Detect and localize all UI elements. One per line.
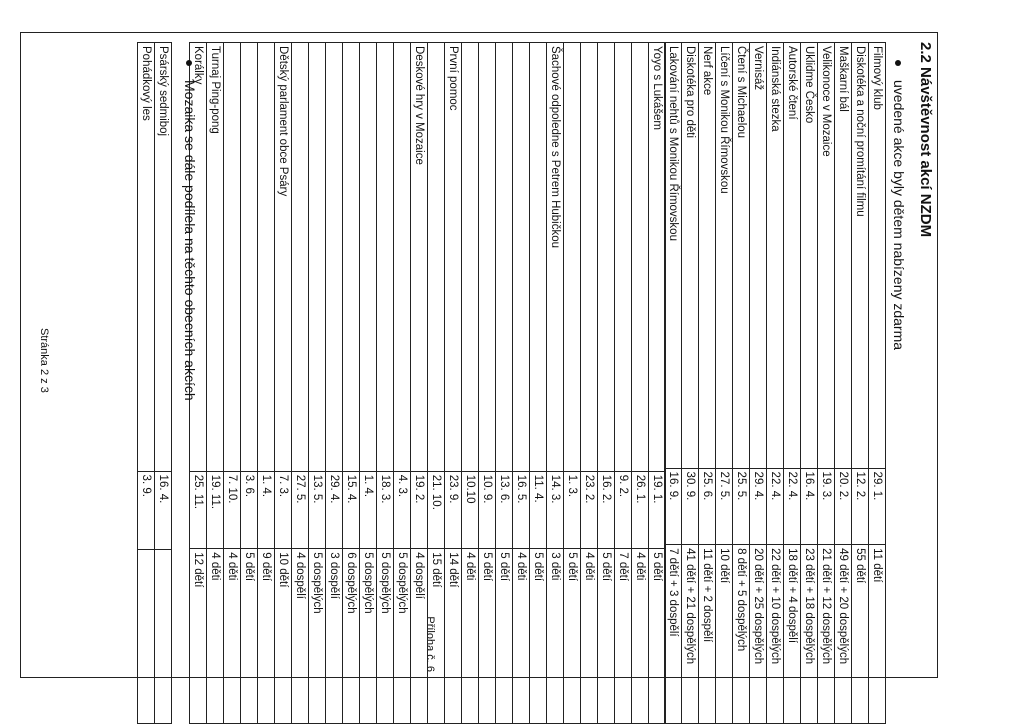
- attendance-cell: 14 dětí: [445, 549, 462, 724]
- event-name-cell: [530, 43, 547, 472]
- event-name-cell: [581, 43, 598, 472]
- event-date-cell: 27. 5.: [292, 471, 309, 549]
- table-row: [309, 43, 326, 724]
- event-name-cell: Líčení s Monikou Římovskou: [716, 43, 733, 469]
- table-row: [513, 43, 530, 724]
- event-date-cell: 18. 3.: [377, 471, 394, 549]
- event-name-cell: Autorské čtení: [784, 43, 801, 469]
- attendance-cell: 4 děti: [224, 549, 241, 724]
- event-date-cell: 23. 9.: [445, 471, 462, 549]
- event-name-cell: [615, 43, 632, 472]
- event-name-cell: Diskotéka pro děti: [682, 43, 699, 469]
- attendance-cell: 5 dětí: [649, 549, 666, 724]
- event-name-cell: Diskotéka a noční promítání filmu: [852, 43, 869, 469]
- event-date-cell: 25. 11.: [190, 471, 207, 549]
- attendance-cell: 4 děti: [462, 549, 479, 724]
- event-name-cell: [326, 43, 343, 472]
- event-name-cell: [343, 43, 360, 472]
- event-date-cell: 22. 4.: [767, 468, 784, 545]
- event-date-cell: 1. 4.: [360, 471, 377, 549]
- attendance-cell: 5 dětí: [598, 549, 615, 724]
- participation-bullet: [182, 60, 198, 401]
- event-date-cell: 1. 4.: [258, 471, 275, 549]
- table-row: [699, 43, 716, 724]
- event-date-cell: 19. 1.: [649, 471, 666, 549]
- table-row: [241, 43, 258, 724]
- event-date-cell: 7. 10.: [224, 471, 241, 549]
- event-name-cell: [360, 43, 377, 472]
- municipal-events-table: [137, 42, 172, 724]
- event-date-cell: 19. 11.: [207, 471, 224, 549]
- attachment-label: Příloha č. 6: [424, 616, 436, 672]
- table-row: [394, 43, 411, 724]
- table-row: [598, 43, 615, 724]
- event-name-cell: [241, 43, 258, 472]
- table-row: [377, 43, 394, 724]
- table-row: [224, 43, 241, 724]
- event-name-cell: [632, 43, 649, 472]
- attendance-cell: 4 děti: [207, 549, 224, 724]
- attendance-cell: 4 dospělí: [411, 549, 428, 724]
- table-row: [138, 43, 155, 724]
- event-name-cell: Dětský parlament obce Psáry: [275, 43, 292, 472]
- attendance-cell: 4 děti: [581, 549, 598, 724]
- event-date-cell: 10.10: [462, 471, 479, 549]
- table-row: [411, 43, 428, 724]
- event-date-cell: 3. 9.: [138, 471, 155, 549]
- attendance-cell: 7 dětí: [615, 549, 632, 724]
- event-date-cell: 19. 2.: [411, 471, 428, 549]
- event-date-cell: 14. 3.: [547, 471, 564, 549]
- table-row: [615, 43, 632, 724]
- event-name-cell: [292, 43, 309, 472]
- attendance-cell: 41 dětí + 21 dospělých: [682, 545, 699, 724]
- event-date-cell: 16. 9.: [665, 468, 682, 545]
- attendance-cell: 11 dětí: [869, 545, 886, 724]
- attendance-cell: 18 dětí + 4 dospělí: [784, 545, 801, 724]
- event-name-cell: Yoyo s Lukášem: [649, 43, 666, 472]
- attendance-cell: 3 dospělí: [326, 549, 343, 724]
- attendance-cell: 5 dospělých: [309, 549, 326, 724]
- attendance-cell: 20 dětí + 25 dospělých: [750, 545, 767, 724]
- attendance-cell: 8 dětí + 5 dospělých: [733, 545, 750, 724]
- bullet-icon: [895, 60, 901, 66]
- event-date-cell: 7. 3.: [275, 471, 292, 549]
- event-date-cell: 25. 5.: [733, 468, 750, 545]
- table-row: [462, 43, 479, 724]
- attendance-cell: 6 dospělých: [343, 549, 360, 724]
- event-date-cell: 29. 4.: [750, 468, 767, 545]
- attendance-cell: 5 dospělých: [377, 549, 394, 724]
- table-row: [716, 43, 733, 724]
- intro-text: uvedené akce byly dětem nabízeny zdarma: [891, 80, 907, 351]
- event-date-cell: 10. 9.: [479, 471, 496, 549]
- event-date-cell: 27. 5.: [716, 468, 733, 545]
- event-name-cell: První pomoc: [445, 43, 462, 472]
- table-row: [767, 43, 784, 724]
- event-date-cell: 11. 4.: [530, 471, 547, 549]
- event-date-cell: 25. 6.: [699, 468, 716, 545]
- event-date-cell: 26. 1.: [632, 471, 649, 549]
- event-name-cell: [564, 43, 581, 472]
- event-name-cell: Velikonoce v Mozaice: [818, 43, 835, 469]
- event-name-cell: [224, 43, 241, 472]
- event-name-cell: Šachové odpoledne s Petrem Hubičkou: [547, 43, 564, 472]
- table-row: [428, 43, 445, 724]
- event-name-cell: Lakování nehtů s Monikou Římovskou: [665, 43, 682, 469]
- table-row: [852, 43, 869, 724]
- page-number: Stránka 2 z 3: [38, 328, 50, 393]
- event-date-cell: 13. 6.: [496, 471, 513, 549]
- attendance-cell: [155, 549, 172, 723]
- event-name-cell: Filmový klub: [869, 43, 886, 469]
- event-name-cell: [258, 43, 275, 472]
- event-name-cell: Pohádkový les: [138, 43, 155, 472]
- attendance-cell: 5 dospělých: [360, 549, 377, 724]
- attendance-cell: 55 dětí: [852, 545, 869, 724]
- event-date-cell: 16. 4.: [801, 468, 818, 545]
- event-name-cell: [513, 43, 530, 472]
- event-name-cell: [394, 43, 411, 472]
- attendance-cell: 7 dětí + 3 dospělí: [665, 545, 682, 724]
- attendance-cell: [138, 549, 155, 723]
- event-name-cell: Vernisáž: [750, 43, 767, 469]
- table-row: [750, 43, 767, 724]
- table-row: [682, 43, 699, 724]
- attendance-cell: 12 dětí: [190, 549, 207, 724]
- table-row: [360, 43, 377, 724]
- event-date-cell: 20. 2.: [835, 468, 852, 545]
- event-name-cell: Korálky: [190, 43, 207, 472]
- attendance-cell: 5 dětí: [479, 549, 496, 724]
- table-row: [835, 43, 852, 724]
- table-row: [581, 43, 598, 724]
- table-row: [530, 43, 547, 724]
- table-row: [801, 43, 818, 724]
- table-row: [292, 43, 309, 724]
- intro-bullet: [891, 60, 907, 350]
- event-name-cell: [428, 43, 445, 472]
- table-row: [547, 43, 564, 724]
- event-date-cell: 30. 9.: [682, 468, 699, 545]
- attendance-cell: 4 děti: [632, 549, 649, 724]
- event-date-cell: 29. 4.: [326, 471, 343, 549]
- attendance-cell: 4 děti: [513, 549, 530, 724]
- attendance-cell: 49 dětí + 20 dospělých: [835, 545, 852, 724]
- event-name-cell: Nerf akce: [699, 43, 716, 469]
- table-row: [207, 43, 224, 724]
- attendance-cell: 10 dětí: [275, 549, 292, 724]
- event-name-cell: [462, 43, 479, 472]
- table-row: [155, 43, 172, 724]
- event-date-cell: 15. 4.: [343, 471, 360, 549]
- event-date-cell: 13. 5.: [309, 471, 326, 549]
- event-date-cell: 4. 3.: [394, 471, 411, 549]
- event-date-cell: 23. 2.: [581, 471, 598, 549]
- event-name-cell: [309, 43, 326, 472]
- table-row: [564, 43, 581, 724]
- event-name-cell: Maškarní bál: [835, 43, 852, 469]
- section-title: 2.2 Návštěvnost akcí NZDM: [917, 42, 934, 238]
- table-row: [632, 43, 649, 724]
- event-date-cell: 1. 3.: [564, 471, 581, 549]
- attendance-cell: 22 dětí + 10 dospělých: [767, 545, 784, 724]
- table-row: [733, 43, 750, 724]
- event-date-cell: 29. 1.: [869, 468, 886, 545]
- attendance-cell: 5 dětí: [241, 549, 258, 724]
- table-row: [275, 43, 292, 724]
- table-row: [818, 43, 835, 724]
- attendance-cell: 3 děti: [547, 549, 564, 724]
- attendance-cell: 23 dětí + 18 dospělých: [801, 545, 818, 724]
- event-date-cell: 16. 5.: [513, 471, 530, 549]
- table-row: [445, 43, 462, 724]
- table-row: [649, 43, 666, 724]
- event-date-cell: 21. 10.: [428, 471, 445, 549]
- table-row: [665, 43, 682, 724]
- table-row: [869, 43, 886, 724]
- event-name-cell: [377, 43, 394, 472]
- table-row: [343, 43, 360, 724]
- event-name-cell: Indiánská stezka: [767, 43, 784, 469]
- attendance-cell: 4 dospělí: [292, 549, 309, 724]
- event-name-cell: Deskové hry v Mozaice: [411, 43, 428, 472]
- events-table-1: [664, 42, 886, 724]
- bullet-icon: [186, 60, 192, 66]
- event-date-cell: 19. 3.: [818, 468, 835, 545]
- attendance-cell: 9 dětí: [258, 549, 275, 724]
- attendance-cell: 5 dětí: [530, 549, 547, 724]
- participation-text: Mozaika se dále podílela na těchto obecních akcích: [182, 80, 198, 401]
- event-name-cell: [598, 43, 615, 472]
- table-row: [326, 43, 343, 724]
- event-date-cell: 9. 2.: [615, 471, 632, 549]
- event-name-cell: Uklidme Česko: [801, 43, 818, 469]
- attendance-cell: 11 dětí + 2 dospělí: [699, 545, 716, 724]
- attendance-cell: 10 dětí: [716, 545, 733, 724]
- events-table-2: [189, 42, 666, 724]
- table-row: [258, 43, 275, 724]
- table-row: [479, 43, 496, 724]
- event-date-cell: 22. 4.: [784, 468, 801, 545]
- table-row: [784, 43, 801, 724]
- table-row: [496, 43, 513, 724]
- event-date-cell: 12. 2.: [852, 468, 869, 545]
- event-name-cell: [496, 43, 513, 472]
- event-name-cell: Turnaj Ping-pong: [207, 43, 224, 472]
- event-name-cell: Čtení s Michaelou: [733, 43, 750, 469]
- attendance-cell: 5 dětí: [564, 549, 581, 724]
- attendance-cell: 5 dětí: [496, 549, 513, 724]
- event-date-cell: 16. 2.: [598, 471, 615, 549]
- attendance-cell: 15 dětí: [428, 549, 445, 724]
- event-name-cell: Psárský sedmiboj: [155, 43, 172, 472]
- event-date-cell: 16. 4.: [155, 471, 172, 549]
- event-name-cell: [479, 43, 496, 472]
- attendance-cell: 5 dospělých: [394, 549, 411, 724]
- event-date-cell: 3. 6.: [241, 471, 258, 549]
- attendance-cell: 21 dětí + 12 dospělých: [818, 545, 835, 724]
